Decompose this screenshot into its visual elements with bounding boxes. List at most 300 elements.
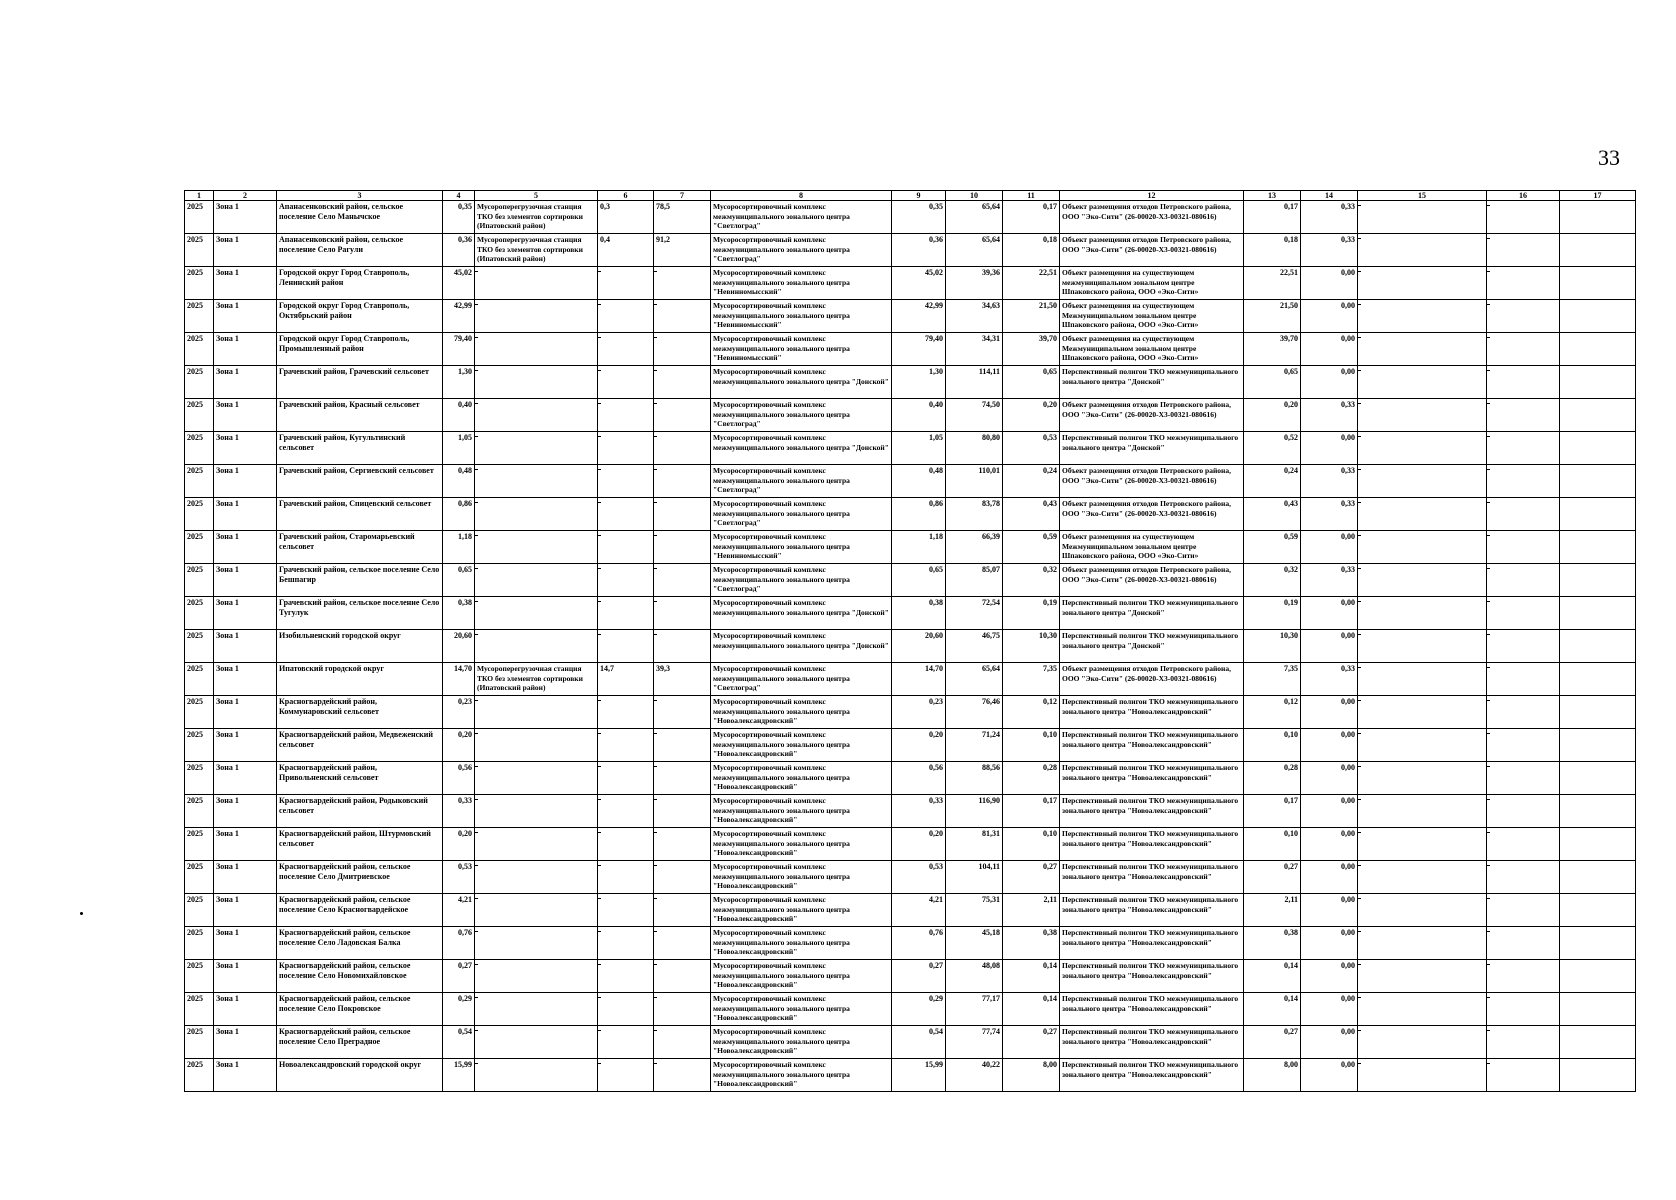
empty-cell-col-15 xyxy=(1358,696,1487,729)
zone-cell: Зона 1 xyxy=(214,630,277,663)
sorting-distance-cell: 66,39 xyxy=(946,531,1003,564)
disposal-mass-cell: 0,53 xyxy=(1003,432,1060,465)
sorted-mass-cell: 0,20 xyxy=(892,729,946,762)
disposal-site-cell: Объект размещения отходов Петровского района, ООО "Эко-Сити" (26-00020-Х3-00321-080616) xyxy=(1060,399,1244,432)
empty-cell-col-16 xyxy=(1487,498,1560,531)
disposal-site-cell: Объект размещения отходов Петровского района, ООО "Эко-Сити" (26-00020-Х3-00321-080616) xyxy=(1060,663,1244,696)
year-cell: 2025 xyxy=(185,1026,214,1059)
transfer-station-cell xyxy=(475,465,598,498)
sorting-distance-cell: 80,80 xyxy=(946,432,1003,465)
zone-cell: Зона 1 xyxy=(214,267,277,300)
sorting-complex-cell: Мусоросортировочный комплекс межмуниципального зонального центра "Новоалександровский" xyxy=(711,1059,892,1092)
municipality-cell: Красногвардейский район, Привольненский сельсовет xyxy=(277,762,443,795)
municipality-cell: Городской округ Город Ставрополь, Ленинский район xyxy=(277,267,443,300)
sorting-distance-cell: 48,08 xyxy=(946,960,1003,993)
empty-cell-col-17 xyxy=(1560,795,1636,828)
disposal-mass-cell: 21,50 xyxy=(1003,300,1060,333)
empty-cell-col-17 xyxy=(1560,861,1636,894)
table-row xyxy=(185,630,1636,663)
year-cell: 2025 xyxy=(185,993,214,1026)
tariff-cell: 0,00 xyxy=(1301,300,1358,333)
disposal-mass-cell: 2,11 xyxy=(1003,894,1060,927)
empty-cell-col-17 xyxy=(1560,1059,1636,1092)
year-cell: 2025 xyxy=(185,927,214,960)
tariff-cell: 0,00 xyxy=(1301,531,1358,564)
column-number-16: 16 xyxy=(1487,191,1560,201)
disposal-site-cell: Перспективный полигон ТКО межмуниципального зонального центра "Новоалександровский" xyxy=(1060,1059,1244,1092)
empty-cell-col-17 xyxy=(1560,366,1636,399)
disposal-site-cell: Перспективный полигон ТКО межмуниципального зонального центра "Новоалександровский" xyxy=(1060,1026,1244,1059)
disposal-final-mass-cell: 0,27 xyxy=(1244,861,1301,894)
empty-cell-col-17 xyxy=(1560,762,1636,795)
zone-cell: Зона 1 xyxy=(214,234,277,267)
disposal-site-cell: Объект размещения отходов Петровского района, ООО "Эко-Сити" (26-00020-Х3-00321-080616) xyxy=(1060,465,1244,498)
zone-cell: Зона 1 xyxy=(214,597,277,630)
zone-cell: Зона 1 xyxy=(214,564,277,597)
empty-cell-col-15 xyxy=(1358,366,1487,399)
sorted-mass-cell: 79,40 xyxy=(892,333,946,366)
transfer-mass-cell xyxy=(598,894,654,927)
transfer-mass-cell xyxy=(598,1059,654,1092)
tariff-cell: 0,33 xyxy=(1301,663,1358,696)
empty-cell-col-16 xyxy=(1487,267,1560,300)
mass-cell: 0,86 xyxy=(443,498,475,531)
disposal-final-mass-cell: 8,00 xyxy=(1244,1059,1301,1092)
sorting-distance-cell: 85,07 xyxy=(946,564,1003,597)
disposal-site-cell: Перспективный полигон ТКО межмуниципального зонального центра "Новоалександровский" xyxy=(1060,861,1244,894)
transfer-distance-cell xyxy=(654,828,711,861)
disposal-mass-cell: 0,19 xyxy=(1003,597,1060,630)
year-cell: 2025 xyxy=(185,366,214,399)
zone-cell: Зона 1 xyxy=(214,399,277,432)
mass-cell: 0,27 xyxy=(443,960,475,993)
column-number-15: 15 xyxy=(1358,191,1487,201)
sorting-complex-cell: Мусоросортировочный комплекс межмуниципального зонального центра "Невинномысский" xyxy=(711,531,892,564)
disposal-mass-cell: 0,24 xyxy=(1003,465,1060,498)
sorted-mass-cell: 4,21 xyxy=(892,894,946,927)
municipality-cell: Апанасенковский район, сельское поселение Село Манычское xyxy=(277,201,443,234)
empty-cell-col-15 xyxy=(1358,1026,1487,1059)
table-row xyxy=(185,465,1636,498)
tariff-cell: 0,33 xyxy=(1301,465,1358,498)
empty-cell-col-17 xyxy=(1560,300,1636,333)
disposal-site-cell: Перспективный полигон ТКО межмуниципального зонального центра "Новоалександровский" xyxy=(1060,993,1244,1026)
transfer-mass-cell xyxy=(598,729,654,762)
empty-cell-col-15 xyxy=(1358,201,1487,234)
table-row xyxy=(185,894,1636,927)
disposal-final-mass-cell: 0,20 xyxy=(1244,399,1301,432)
sorted-mass-cell: 0,38 xyxy=(892,597,946,630)
empty-cell-col-15 xyxy=(1358,828,1487,861)
column-number-11: 11 xyxy=(1003,191,1060,201)
transfer-mass-cell xyxy=(598,399,654,432)
year-cell: 2025 xyxy=(185,894,214,927)
tariff-cell: 0,00 xyxy=(1301,729,1358,762)
empty-cell-col-15 xyxy=(1358,531,1487,564)
transfer-station-cell xyxy=(475,762,598,795)
sorting-distance-cell: 71,24 xyxy=(946,729,1003,762)
sorted-mass-cell: 0,36 xyxy=(892,234,946,267)
sorting-complex-cell: Мусоросортировочный комплекс межмуниципального зонального центра "Невинномысский" xyxy=(711,300,892,333)
empty-cell-col-17 xyxy=(1560,630,1636,663)
sorting-complex-cell: Мусоросортировочный комплекс межмуниципального зонального центра "Новоалександровский" xyxy=(711,795,892,828)
sorting-distance-cell: 116,90 xyxy=(946,795,1003,828)
sorting-complex-cell: Мусоросортировочный комплекс межмуниципального зонального центра "Новоалександровский" xyxy=(711,927,892,960)
disposal-final-mass-cell: 0,14 xyxy=(1244,960,1301,993)
empty-cell-col-16 xyxy=(1487,1059,1560,1092)
tariff-cell: 0,00 xyxy=(1301,927,1358,960)
transfer-station-cell xyxy=(475,267,598,300)
empty-cell-col-15 xyxy=(1358,1059,1487,1092)
municipality-cell: Красногвардейский район, Штурмовский сельсовет xyxy=(277,828,443,861)
transfer-distance-cell xyxy=(654,696,711,729)
sorted-mass-cell: 42,99 xyxy=(892,300,946,333)
sorted-mass-cell: 1,18 xyxy=(892,531,946,564)
mass-cell: 1,30 xyxy=(443,366,475,399)
sorted-mass-cell: 0,65 xyxy=(892,564,946,597)
transfer-distance-cell xyxy=(654,993,711,1026)
transfer-station-cell xyxy=(475,795,598,828)
empty-cell-col-17 xyxy=(1560,663,1636,696)
transfer-distance-cell xyxy=(654,498,711,531)
empty-cell-col-15 xyxy=(1358,762,1487,795)
disposal-final-mass-cell: 0,12 xyxy=(1244,696,1301,729)
disposal-site-cell: Объект размещения отходов Петровского района, ООО "Эко-Сити" (26-00020-Х3-00321-080616) xyxy=(1060,234,1244,267)
transfer-station-cell xyxy=(475,597,598,630)
sorted-mass-cell: 0,35 xyxy=(892,201,946,234)
transfer-mass-cell xyxy=(598,432,654,465)
empty-cell-col-16 xyxy=(1487,1026,1560,1059)
transfer-distance-cell xyxy=(654,927,711,960)
table-row xyxy=(185,795,1636,828)
empty-cell-col-15 xyxy=(1358,399,1487,432)
empty-cell-col-15 xyxy=(1358,465,1487,498)
empty-cell-col-16 xyxy=(1487,795,1560,828)
zone-cell: Зона 1 xyxy=(214,762,277,795)
empty-cell-col-15 xyxy=(1358,564,1487,597)
sorted-mass-cell: 0,23 xyxy=(892,696,946,729)
table-row xyxy=(185,927,1636,960)
disposal-site-cell: Перспективный полигон ТКО межмуниципального зонального центра "Новоалександровский" xyxy=(1060,795,1244,828)
column-number-7: 7 xyxy=(654,191,711,201)
transfer-distance-cell xyxy=(654,630,711,663)
municipality-cell: Грачевский район, Старомарьевский сельсовет xyxy=(277,531,443,564)
disposal-final-mass-cell: 0,19 xyxy=(1244,597,1301,630)
table-row xyxy=(185,993,1636,1026)
empty-cell-col-16 xyxy=(1487,465,1560,498)
tariff-cell: 0,33 xyxy=(1301,564,1358,597)
empty-cell-col-15 xyxy=(1358,630,1487,663)
disposal-mass-cell: 0,59 xyxy=(1003,531,1060,564)
mass-cell: 0,35 xyxy=(443,201,475,234)
mass-cell: 0,20 xyxy=(443,828,475,861)
zone-cell: Зона 1 xyxy=(214,828,277,861)
transfer-station-cell: Мусороперегрузочная станция ТКО без элементов сортировки (Ипатовский район) xyxy=(475,663,598,696)
disposal-site-cell: Объект размещения на существующем межмуниципальном зональном центре Шпаковского района, ООО «Эко-Сити» xyxy=(1060,267,1244,300)
transfer-distance-cell: 91,2 xyxy=(654,234,711,267)
table-row xyxy=(185,267,1636,300)
zone-cell: Зона 1 xyxy=(214,894,277,927)
year-cell: 2025 xyxy=(185,498,214,531)
sorted-mass-cell: 0,48 xyxy=(892,465,946,498)
zone-cell: Зона 1 xyxy=(214,465,277,498)
mass-cell: 0,23 xyxy=(443,696,475,729)
empty-cell-col-15 xyxy=(1358,663,1487,696)
transfer-mass-cell xyxy=(598,795,654,828)
table-row xyxy=(185,333,1636,366)
disposal-final-mass-cell: 10,30 xyxy=(1244,630,1301,663)
disposal-final-mass-cell: 22,51 xyxy=(1244,267,1301,300)
sorting-complex-cell: Мусоросортировочный комплекс межмуниципального зонального центра "Новоалександровский" xyxy=(711,861,892,894)
disposal-mass-cell: 0,12 xyxy=(1003,696,1060,729)
transfer-distance-cell xyxy=(654,399,711,432)
year-cell: 2025 xyxy=(185,630,214,663)
transfer-distance-cell xyxy=(654,861,711,894)
disposal-mass-cell: 0,38 xyxy=(1003,927,1060,960)
disposal-mass-cell: 0,18 xyxy=(1003,234,1060,267)
year-cell: 2025 xyxy=(185,300,214,333)
empty-cell-col-16 xyxy=(1487,630,1560,663)
sorting-distance-cell: 74,50 xyxy=(946,399,1003,432)
disposal-site-cell: Перспективный полигон ТКО межмуниципального зонального центра "Новоалександровский" xyxy=(1060,960,1244,993)
column-number-8: 8 xyxy=(711,191,892,201)
year-cell: 2025 xyxy=(185,333,214,366)
empty-cell-col-15 xyxy=(1358,597,1487,630)
tariff-cell: 0,00 xyxy=(1301,267,1358,300)
disposal-final-mass-cell: 0,43 xyxy=(1244,498,1301,531)
sorting-distance-cell: 46,75 xyxy=(946,630,1003,663)
municipality-cell: Грачевский район, Сергиевский сельсовет xyxy=(277,465,443,498)
mass-cell: 0,76 xyxy=(443,927,475,960)
transfer-mass-cell xyxy=(598,465,654,498)
municipality-cell: Изобильненский городской округ xyxy=(277,630,443,663)
disposal-site-cell: Перспективный полигон ТКО межмуниципального зонального центра "Донской" xyxy=(1060,597,1244,630)
empty-cell-col-16 xyxy=(1487,696,1560,729)
year-cell: 2025 xyxy=(185,531,214,564)
year-cell: 2025 xyxy=(185,1059,214,1092)
transfer-distance-cell xyxy=(654,564,711,597)
table-row xyxy=(185,1026,1636,1059)
zone-cell: Зона 1 xyxy=(214,1026,277,1059)
sorting-complex-cell: Мусоросортировочный комплекс межмуниципального зонального центра "Донской" xyxy=(711,630,892,663)
disposal-site-cell: Перспективный полигон ТКО межмуниципального зонального центра "Новоалександровский" xyxy=(1060,828,1244,861)
year-cell: 2025 xyxy=(185,663,214,696)
transfer-distance-cell: 39,3 xyxy=(654,663,711,696)
disposal-mass-cell: 0,14 xyxy=(1003,960,1060,993)
empty-cell-col-16 xyxy=(1487,300,1560,333)
disposal-mass-cell: 0,10 xyxy=(1003,828,1060,861)
empty-cell-col-15 xyxy=(1358,795,1487,828)
mass-cell: 1,18 xyxy=(443,531,475,564)
sorting-complex-cell: Мусоросортировочный комплекс межмуниципального зонального центра "Донской" xyxy=(711,597,892,630)
empty-cell-col-17 xyxy=(1560,927,1636,960)
sorting-complex-cell: Мусоросортировочный комплекс межмуниципального зонального центра "Новоалександровский" xyxy=(711,1026,892,1059)
column-number-13: 13 xyxy=(1244,191,1301,201)
column-number-9: 9 xyxy=(892,191,946,201)
disposal-final-mass-cell: 0,18 xyxy=(1244,234,1301,267)
column-number-12: 12 xyxy=(1060,191,1244,201)
municipality-cell: Грачевский район, сельское поселение Село Бешпагир xyxy=(277,564,443,597)
sorted-mass-cell: 0,33 xyxy=(892,795,946,828)
sorting-distance-cell: 76,46 xyxy=(946,696,1003,729)
year-cell: 2025 xyxy=(185,597,214,630)
municipality-cell: Красногвардейский район, сельское поселение Село Покровское xyxy=(277,993,443,1026)
municipality-cell: Грачевский район, сельское поселение Село Тугулук xyxy=(277,597,443,630)
sorting-distance-cell: 75,31 xyxy=(946,894,1003,927)
municipality-cell: Городской округ Город Ставрополь, Октябрьский район xyxy=(277,300,443,333)
mass-cell: 0,48 xyxy=(443,465,475,498)
tariff-cell: 0,00 xyxy=(1301,894,1358,927)
table-row xyxy=(185,399,1636,432)
empty-cell-col-15 xyxy=(1358,894,1487,927)
transfer-distance-cell xyxy=(654,597,711,630)
sorted-mass-cell: 1,30 xyxy=(892,366,946,399)
disposal-site-cell: Объект размещения на существующем Межмуниципальном зональном центре Шпаковского района, ООО «Эко-Сити» xyxy=(1060,300,1244,333)
disposal-site-cell: Перспективный полигон ТКО межмуниципального зонального центра "Новоалександровский" xyxy=(1060,762,1244,795)
sorting-distance-cell: 110,01 xyxy=(946,465,1003,498)
disposal-site-cell: Перспективный полигон ТКО межмуниципального зонального центра "Новоалександровский" xyxy=(1060,894,1244,927)
sorted-mass-cell: 0,54 xyxy=(892,1026,946,1059)
year-cell: 2025 xyxy=(185,432,214,465)
disposal-final-mass-cell: 0,27 xyxy=(1244,1026,1301,1059)
empty-cell-col-17 xyxy=(1560,465,1636,498)
year-cell: 2025 xyxy=(185,465,214,498)
disposal-mass-cell: 0,27 xyxy=(1003,861,1060,894)
disposal-site-cell: Объект размещения на существующем Межмуниципальном зональном центре Шпаковского района, ООО «Эко-Сити» xyxy=(1060,333,1244,366)
empty-cell-col-17 xyxy=(1560,333,1636,366)
sorted-mass-cell: 1,05 xyxy=(892,432,946,465)
table-row xyxy=(185,1059,1636,1092)
disposal-mass-cell: 0,14 xyxy=(1003,993,1060,1026)
mass-cell: 0,53 xyxy=(443,861,475,894)
year-cell: 2025 xyxy=(185,399,214,432)
disposal-site-cell: Объект размещения отходов Петровского района, ООО "Эко-Сити" (26-00020-Х3-00321-080616) xyxy=(1060,564,1244,597)
table-row xyxy=(185,234,1636,267)
sorted-mass-cell: 0,86 xyxy=(892,498,946,531)
mass-cell: 15,99 xyxy=(443,1059,475,1092)
sorting-complex-cell: Мусоросортировочный комплекс межмуниципального зонального центра "Новоалександровский" xyxy=(711,729,892,762)
year-cell: 2025 xyxy=(185,564,214,597)
tariff-cell: 0,00 xyxy=(1301,1026,1358,1059)
empty-cell-col-15 xyxy=(1358,729,1487,762)
disposal-mass-cell: 0,17 xyxy=(1003,795,1060,828)
sorting-distance-cell: 72,54 xyxy=(946,597,1003,630)
sorting-complex-cell: Мусоросортировочный комплекс межмуниципального зонального центра "Донской" xyxy=(711,366,892,399)
transfer-mass-cell xyxy=(598,1026,654,1059)
year-cell: 2025 xyxy=(185,729,214,762)
sorting-distance-cell: 65,64 xyxy=(946,663,1003,696)
disposal-mass-cell: 0,43 xyxy=(1003,498,1060,531)
zone-cell: Зона 1 xyxy=(214,927,277,960)
transfer-station-cell xyxy=(475,300,598,333)
year-cell: 2025 xyxy=(185,234,214,267)
municipality-cell: Красногвардейский район, сельское поселение Село Новомихайловское xyxy=(277,960,443,993)
scan-speck xyxy=(80,912,83,915)
empty-cell-col-17 xyxy=(1560,399,1636,432)
transfer-distance-cell xyxy=(654,1026,711,1059)
transfer-distance-cell xyxy=(654,531,711,564)
transfer-station-cell xyxy=(475,333,598,366)
table-row xyxy=(185,366,1636,399)
tariff-cell: 0,00 xyxy=(1301,630,1358,663)
disposal-final-mass-cell: 0,17 xyxy=(1244,795,1301,828)
empty-cell-col-17 xyxy=(1560,531,1636,564)
zone-cell: Зона 1 xyxy=(214,300,277,333)
disposal-site-cell: Перспективный полигон ТКО межмуниципального зонального центра "Новоалександровский" xyxy=(1060,927,1244,960)
transfer-distance-cell xyxy=(654,795,711,828)
sorting-complex-cell: Мусоросортировочный комплекс межмуниципального зонального центра "Новоалександровский" xyxy=(711,762,892,795)
mass-cell: 45,02 xyxy=(443,267,475,300)
zone-cell: Зона 1 xyxy=(214,1059,277,1092)
empty-cell-col-16 xyxy=(1487,531,1560,564)
tariff-cell: 0,00 xyxy=(1301,366,1358,399)
transfer-distance-cell xyxy=(654,960,711,993)
transfer-mass-cell xyxy=(598,267,654,300)
transfer-mass-cell xyxy=(598,762,654,795)
transfer-mass-cell xyxy=(598,993,654,1026)
transfer-mass-cell xyxy=(598,960,654,993)
tariff-cell: 0,33 xyxy=(1301,399,1358,432)
sorting-distance-cell: 45,18 xyxy=(946,927,1003,960)
municipality-cell: Красногвардейский район, сельское поселение Село Преградное xyxy=(277,1026,443,1059)
disposal-final-mass-cell: 0,38 xyxy=(1244,927,1301,960)
empty-cell-col-16 xyxy=(1487,234,1560,267)
table-row xyxy=(185,663,1636,696)
transfer-mass-cell xyxy=(598,696,654,729)
disposal-final-mass-cell: 0,28 xyxy=(1244,762,1301,795)
sorting-complex-cell: Мусоросортировочный комплекс межмуниципального зонального центра "Светлоград" xyxy=(711,201,892,234)
sorted-mass-cell: 0,20 xyxy=(892,828,946,861)
zone-cell: Зона 1 xyxy=(214,960,277,993)
empty-cell-col-17 xyxy=(1560,1026,1636,1059)
sorting-distance-cell: 77,17 xyxy=(946,993,1003,1026)
zone-cell: Зона 1 xyxy=(214,333,277,366)
empty-cell-col-15 xyxy=(1358,498,1487,531)
transfer-distance-cell: 78,5 xyxy=(654,201,711,234)
sorting-distance-cell: 88,56 xyxy=(946,762,1003,795)
mass-cell: 0,29 xyxy=(443,993,475,1026)
transfer-distance-cell xyxy=(654,300,711,333)
zone-cell: Зона 1 xyxy=(214,366,277,399)
disposal-mass-cell: 0,17 xyxy=(1003,201,1060,234)
disposal-final-mass-cell: 39,70 xyxy=(1244,333,1301,366)
transfer-distance-cell xyxy=(654,762,711,795)
transfer-station-cell xyxy=(475,399,598,432)
municipality-cell: Ипатовский городской округ xyxy=(277,663,443,696)
year-cell: 2025 xyxy=(185,201,214,234)
zone-cell: Зона 1 xyxy=(214,729,277,762)
disposal-final-mass-cell: 0,32 xyxy=(1244,564,1301,597)
mass-cell: 0,36 xyxy=(443,234,475,267)
sorting-complex-cell: Мусоросортировочный комплекс межмуниципального зонального центра "Новоалександровский" xyxy=(711,894,892,927)
tariff-cell: 0,00 xyxy=(1301,762,1358,795)
transfer-station-cell xyxy=(475,960,598,993)
transfer-station-cell xyxy=(475,531,598,564)
disposal-site-cell: Перспективный полигон ТКО межмуниципального зонального центра "Донской" xyxy=(1060,630,1244,663)
mass-cell: 0,33 xyxy=(443,795,475,828)
empty-cell-col-17 xyxy=(1560,267,1636,300)
mass-cell: 79,40 xyxy=(443,333,475,366)
column-number-row xyxy=(185,191,1636,201)
empty-cell-col-16 xyxy=(1487,927,1560,960)
disposal-mass-cell: 22,51 xyxy=(1003,267,1060,300)
empty-cell-col-16 xyxy=(1487,762,1560,795)
empty-cell-col-16 xyxy=(1487,828,1560,861)
sorted-mass-cell: 0,56 xyxy=(892,762,946,795)
empty-cell-col-16 xyxy=(1487,366,1560,399)
sorting-complex-cell: Мусоросортировочный комплекс межмуниципального зонального центра "Светлоград" xyxy=(711,465,892,498)
mass-cell: 14,70 xyxy=(443,663,475,696)
